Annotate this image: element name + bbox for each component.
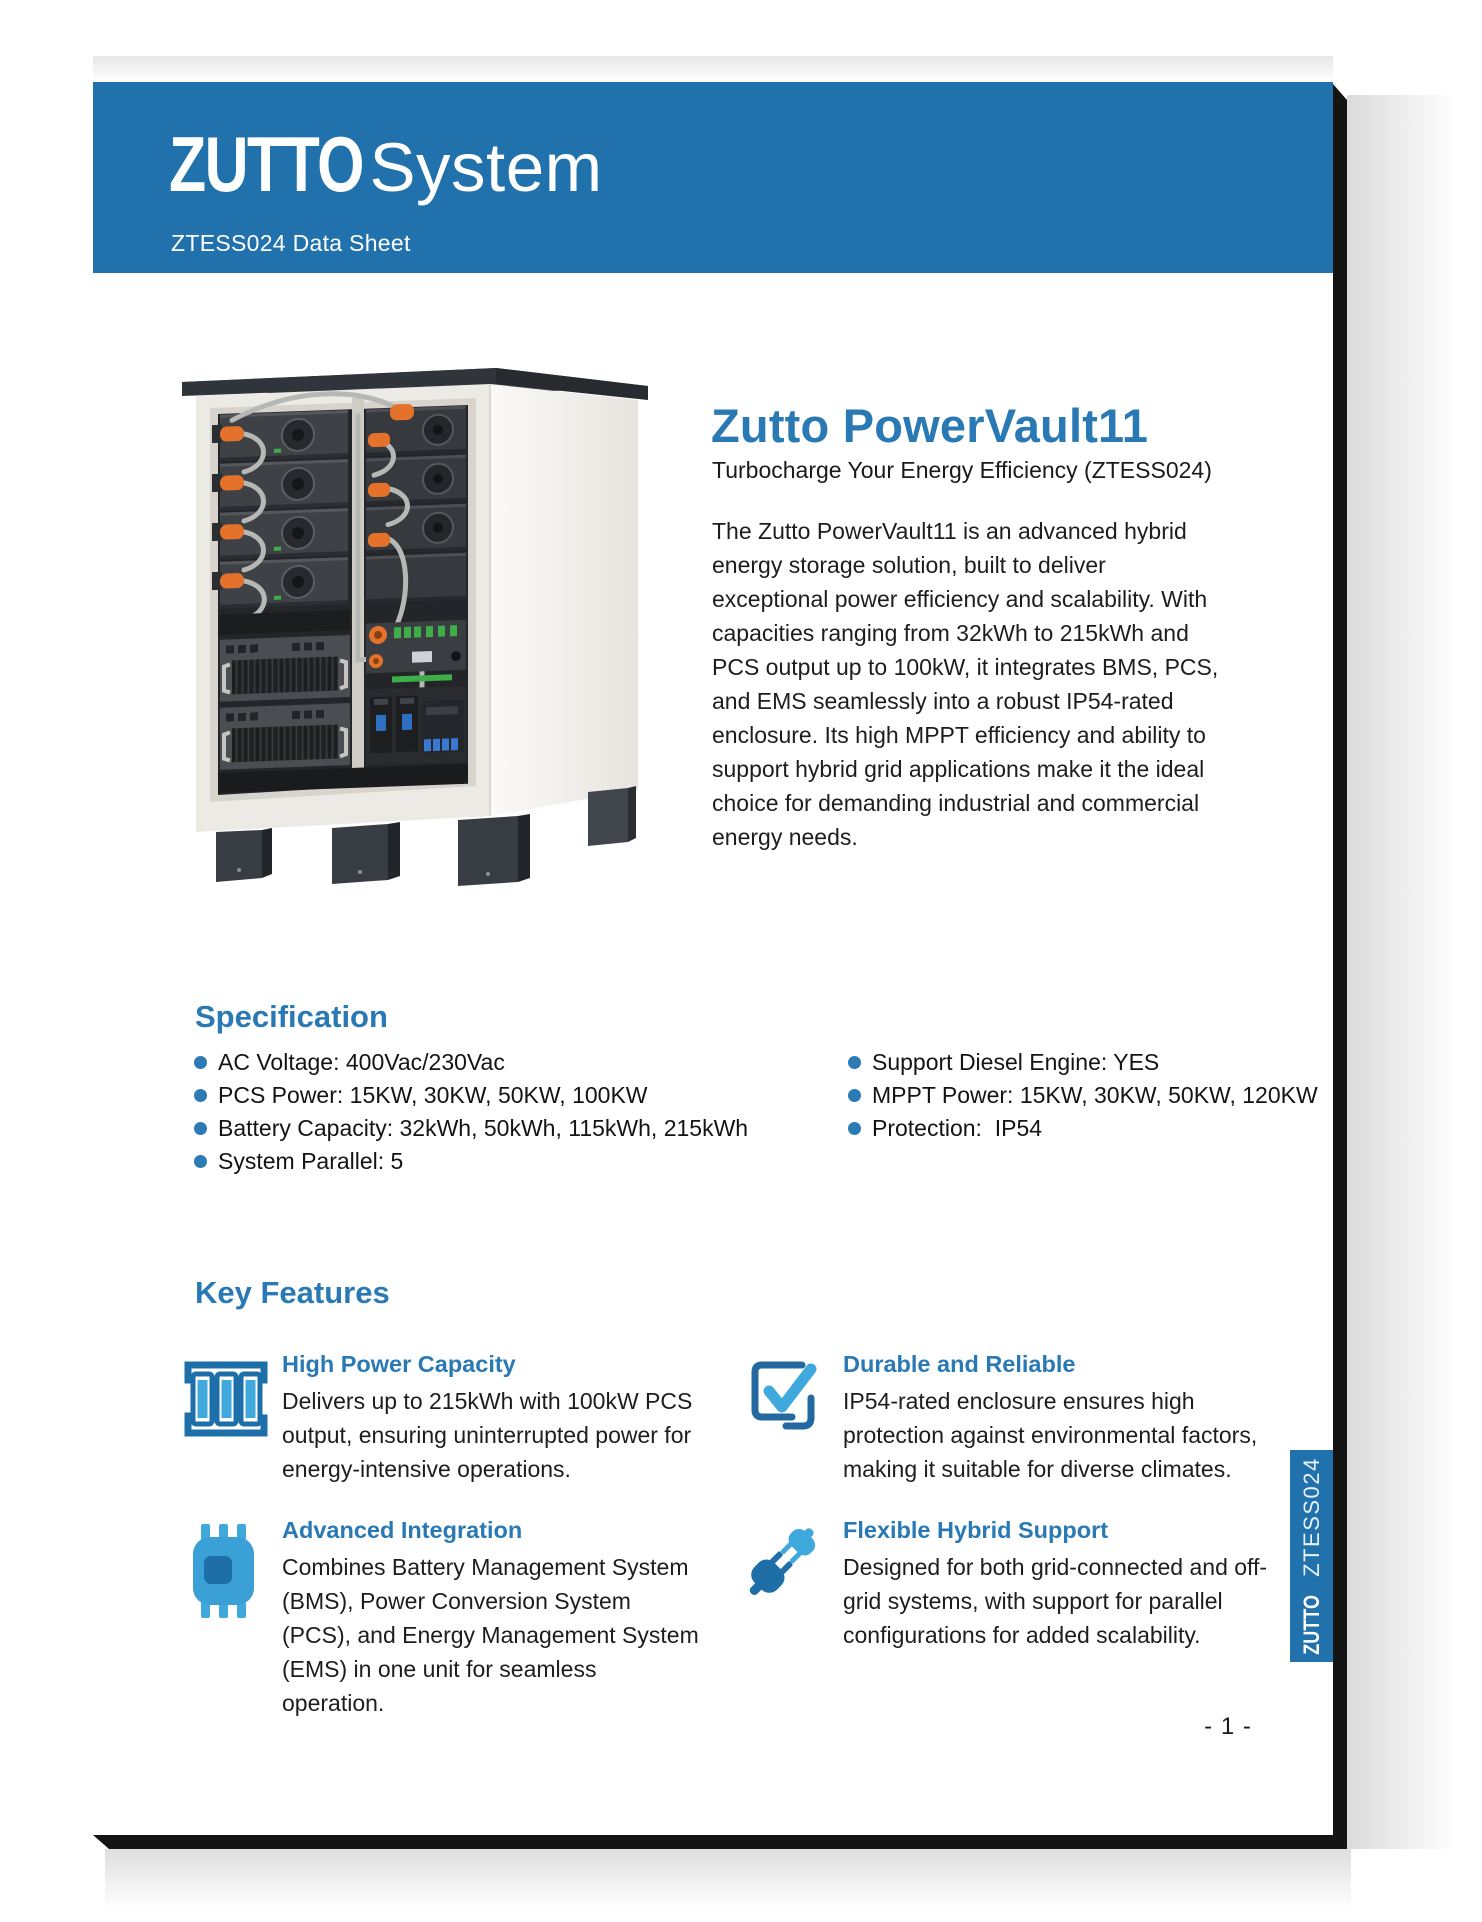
key-features-heading: Key Features — [195, 1275, 390, 1310]
specification-heading: Specification — [195, 999, 388, 1034]
feature-item — [843, 1516, 1301, 1652]
feature-item — [843, 1350, 1283, 1486]
bullet-icon — [194, 1155, 207, 1168]
bullet-icon — [194, 1056, 207, 1069]
battery-cells-icon — [180, 1356, 272, 1442]
spec-item: AC Voltage: 400Vac/230Vac — [194, 1046, 748, 1079]
bullet-icon — [848, 1056, 861, 1069]
feature-description: Designed for both grid-connected and off-grid systems, with support for parallel configurations for added scalability. — [843, 1554, 1268, 1648]
feature-description: Combines Battery Management System (BMS), Power Conversion System (PCS), and Energy Management System (EMS) in one unit for seamless operation. — [282, 1554, 699, 1716]
spec-item: Battery Capacity: 32kWh, 50kWh, 115kWh, 215kWh — [194, 1112, 748, 1145]
document-header — [93, 82, 1333, 273]
checkbox-check-icon — [744, 1352, 822, 1436]
brand-name: ZUTTO — [169, 120, 363, 208]
side-tab — [1290, 1450, 1333, 1662]
feature-description: Delivers up to 215kWh with 100kW PCS output, ensuring uninterrupted power for energy-intensive operations. — [282, 1388, 693, 1482]
page-number: - 1 - — [1204, 1713, 1252, 1740]
spec-list-left — [194, 1046, 748, 1178]
brand-product-line: System — [369, 129, 603, 206]
feature-title: High Power Capacity — [282, 1351, 516, 1377]
bullet-icon — [848, 1122, 861, 1135]
spec-item: Protection: IP54 — [848, 1112, 1318, 1145]
battery-cabinet-product-image — [160, 330, 680, 890]
feature-item — [282, 1516, 702, 1720]
chip-icon — [192, 1524, 256, 1618]
datasheet-subtitle: ZTESS024 Data Sheet — [171, 230, 411, 256]
plug-connector-icon — [740, 1516, 824, 1604]
feature-item — [282, 1350, 702, 1486]
side-tab-code: ZTESS024 — [1298, 1457, 1324, 1577]
feature-title: Durable and Reliable — [843, 1351, 1076, 1377]
spec-list-right — [848, 1046, 1318, 1145]
feature-title: Advanced Integration — [282, 1517, 523, 1543]
spec-item: PCS Power: 15KW, 30KW, 50KW, 100KW — [194, 1079, 748, 1112]
spec-item: MPPT Power: 15KW, 30KW, 50KW, 120KW — [848, 1079, 1318, 1112]
side-tab-text — [1299, 1457, 1325, 1655]
side-tab-brand: ZUTTO — [1298, 1594, 1324, 1655]
bullet-icon — [848, 1089, 861, 1102]
spec-item: Support Diesel Engine: YES — [848, 1046, 1318, 1079]
product-tagline: Turbocharge Your Energy Efficiency (ZTESS024) — [712, 457, 1212, 483]
spec-item: System Parallel: 5 — [194, 1145, 748, 1178]
bullet-icon — [194, 1089, 207, 1102]
bullet-icon — [194, 1122, 207, 1135]
product-title: Zutto PowerVault11 — [711, 399, 1149, 452]
feature-title: Flexible Hybrid Support — [843, 1517, 1109, 1543]
feature-description: IP54-rated enclosure ensures high protection against environmental factors, making it suitable for diverse climates. — [843, 1388, 1258, 1482]
brand-logo — [169, 116, 603, 212]
product-description: The Zutto PowerVault11 is an advanced hybrid energy storage solution, built to deliver exceptional power efficiency and scalability. With capacities ranging from 32kWh to 215kWh and PCS output up to 100kW, it integrates BMS, PCS, and EMS seamlessly into a robust IP54-rated enclosure. Its high MPPT efficiency and ability to support hybrid grid applications make it the ideal choice for demanding industrial and commercial energy needs. — [712, 518, 1219, 850]
